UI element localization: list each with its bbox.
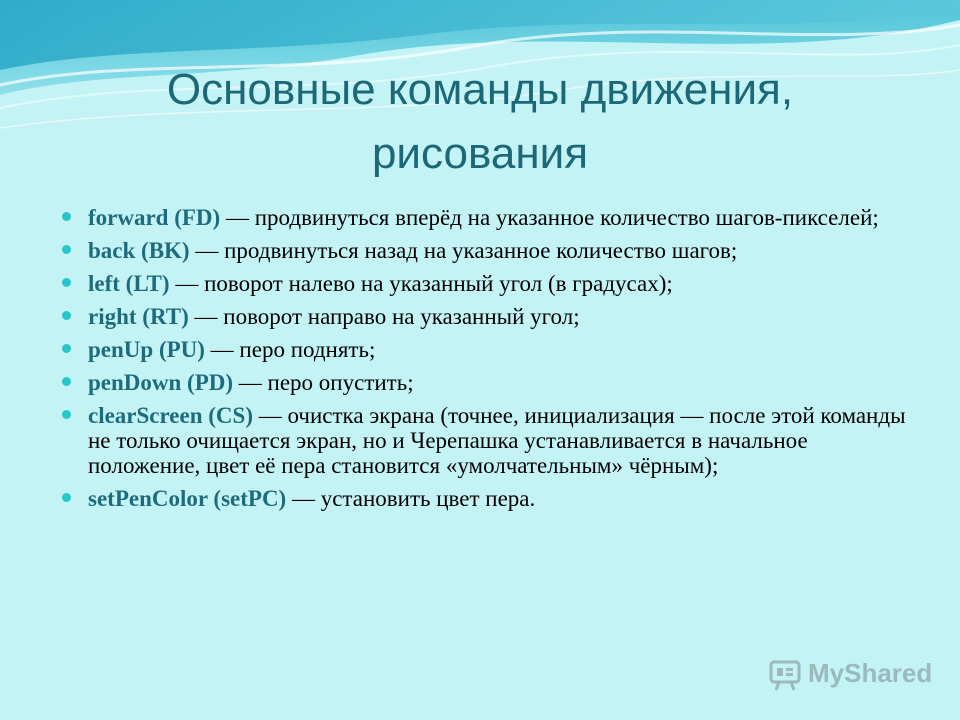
command-description: — перо опустить; bbox=[233, 370, 414, 395]
slide-title bbox=[60, 58, 900, 186]
command-name: setPenColor (setPC) bbox=[88, 486, 287, 511]
command-description: — продвинуться вперёд на указанное количество шагов-пикселей; bbox=[220, 205, 879, 230]
list-item bbox=[62, 486, 922, 511]
title-line-2: рисования bbox=[371, 129, 589, 178]
command-name: right (RT) bbox=[88, 304, 189, 329]
bullet-dot-icon bbox=[62, 377, 71, 386]
command-name: penUp (PU) bbox=[88, 337, 205, 362]
watermark-text: MyShared bbox=[808, 658, 933, 688]
list-item bbox=[62, 304, 922, 329]
title-line-1: Основные команды движения, bbox=[166, 65, 794, 114]
list-item bbox=[62, 205, 922, 230]
watermark bbox=[768, 656, 938, 696]
list-item bbox=[62, 337, 922, 362]
command-name: left (LT) bbox=[88, 271, 170, 296]
command-description: — установить цвет пера. bbox=[286, 486, 536, 511]
command-name: forward (FD) bbox=[88, 205, 221, 230]
command-list bbox=[62, 205, 922, 519]
bullet-dot-icon bbox=[62, 410, 71, 419]
command-description: — продвинуться назад на указанное количество шагов; bbox=[189, 238, 738, 263]
bullet-dot-icon bbox=[62, 493, 71, 502]
bullet-dot-icon bbox=[62, 245, 71, 254]
bullet-dot-icon bbox=[62, 212, 71, 221]
bullet-dot-icon bbox=[62, 344, 71, 353]
list-item bbox=[62, 271, 922, 296]
command-name: penDown (PD) bbox=[88, 370, 234, 395]
command-description: — поворот направо на указанный угол; bbox=[188, 304, 580, 329]
bullet-dot-icon bbox=[62, 278, 71, 287]
list-item bbox=[62, 403, 922, 478]
command-name: back (BK) bbox=[88, 238, 190, 263]
command-description: — поворот налево на указанный угол (в градусах); bbox=[169, 271, 673, 296]
list-item bbox=[62, 370, 922, 395]
list-item bbox=[62, 238, 922, 263]
command-description: — перо поднять; bbox=[204, 337, 376, 362]
bullet-dot-icon bbox=[62, 311, 71, 320]
command-name: clearScreen (CS) bbox=[88, 403, 253, 428]
command-description: — очистка экрана (точнее, инициализация — после этой команды не только очищается экран, но и Черепашка устанавливается в начальное положение, цвет её пера становится «умолчательным» чёрным); bbox=[88, 403, 906, 478]
presentation-icon bbox=[768, 658, 802, 692]
